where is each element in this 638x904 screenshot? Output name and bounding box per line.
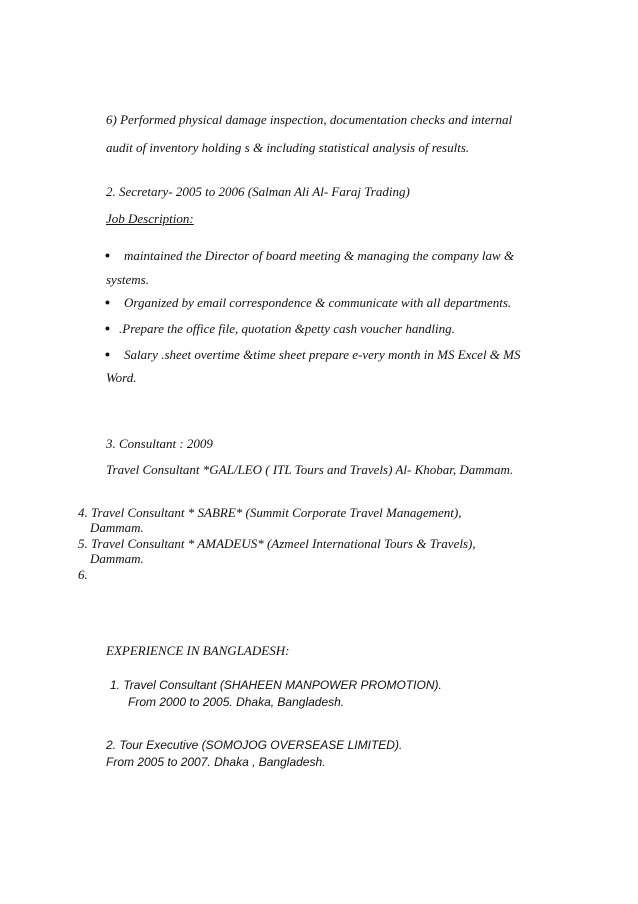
bd-item2-line2: From 2005 to 2007. Dhaka , Bangladesh. xyxy=(106,755,326,769)
bullet-item-4-cont: Word. xyxy=(106,370,137,385)
bullet-item-2: Organized by email correspondence & communicate with all departments. xyxy=(124,295,512,310)
bangladesh-heading: EXPERIENCE IN BANGLADESH: xyxy=(106,643,290,658)
bullet-dot: • xyxy=(105,320,110,336)
bd-item2-line1: 2. Tour Executive (SOMOJOG OVERSEASE LIMITED). xyxy=(106,738,403,752)
bullet-item-1-cont: systems. xyxy=(106,272,149,287)
bd-item1-line2: From 2000 to 2005. Dhaka, Bangladesh. xyxy=(128,695,345,709)
job4-line2: Dammam. xyxy=(90,520,144,535)
job4-line1: 4. Travel Consultant * SABRE* (Summit Corporate Travel Management), xyxy=(78,505,462,520)
bd-item1-line1: 1. Travel Consultant (SHAHEEN MANPOWER PROMOTION). xyxy=(110,678,442,692)
bullet-dot: • xyxy=(105,247,110,263)
job3-detail: Travel Consultant *GAL/LEO ( ITL Tours and Travels) Al- Khobar, Dammam. xyxy=(106,462,514,477)
job2-heading: 2. Secretary- 2005 to 2006 (Salman Ali Al- Faraj Trading) xyxy=(106,184,410,199)
job-description-label: Job Description: xyxy=(106,211,194,226)
bullet-item-3: .Prepare the office file, quotation &petty cash voucher handling. xyxy=(119,321,455,336)
item6-line1: 6) Performed physical damage inspection, documentation checks and internal xyxy=(106,112,513,127)
job6-label: 6. xyxy=(78,567,88,582)
bullet-dot: • xyxy=(105,294,110,310)
job3-heading: 3. Consultant : 2009 xyxy=(106,436,213,451)
bullet-item-1: maintained the Director of board meeting & managing the company law & xyxy=(124,248,515,263)
item6-line2: audit of inventory holding s & including statistical analysis of results. xyxy=(106,140,470,155)
job5-line2: Dammam. xyxy=(90,551,144,566)
job5-line1: 5. Travel Consultant * AMADEUS* (Azmeel International Tours & Travels), xyxy=(78,536,476,551)
bullet-dot: • xyxy=(105,346,110,362)
bullet-item-4: Salary .sheet overtime &time sheet prepare e-very month in MS Excel & MS xyxy=(124,347,521,362)
